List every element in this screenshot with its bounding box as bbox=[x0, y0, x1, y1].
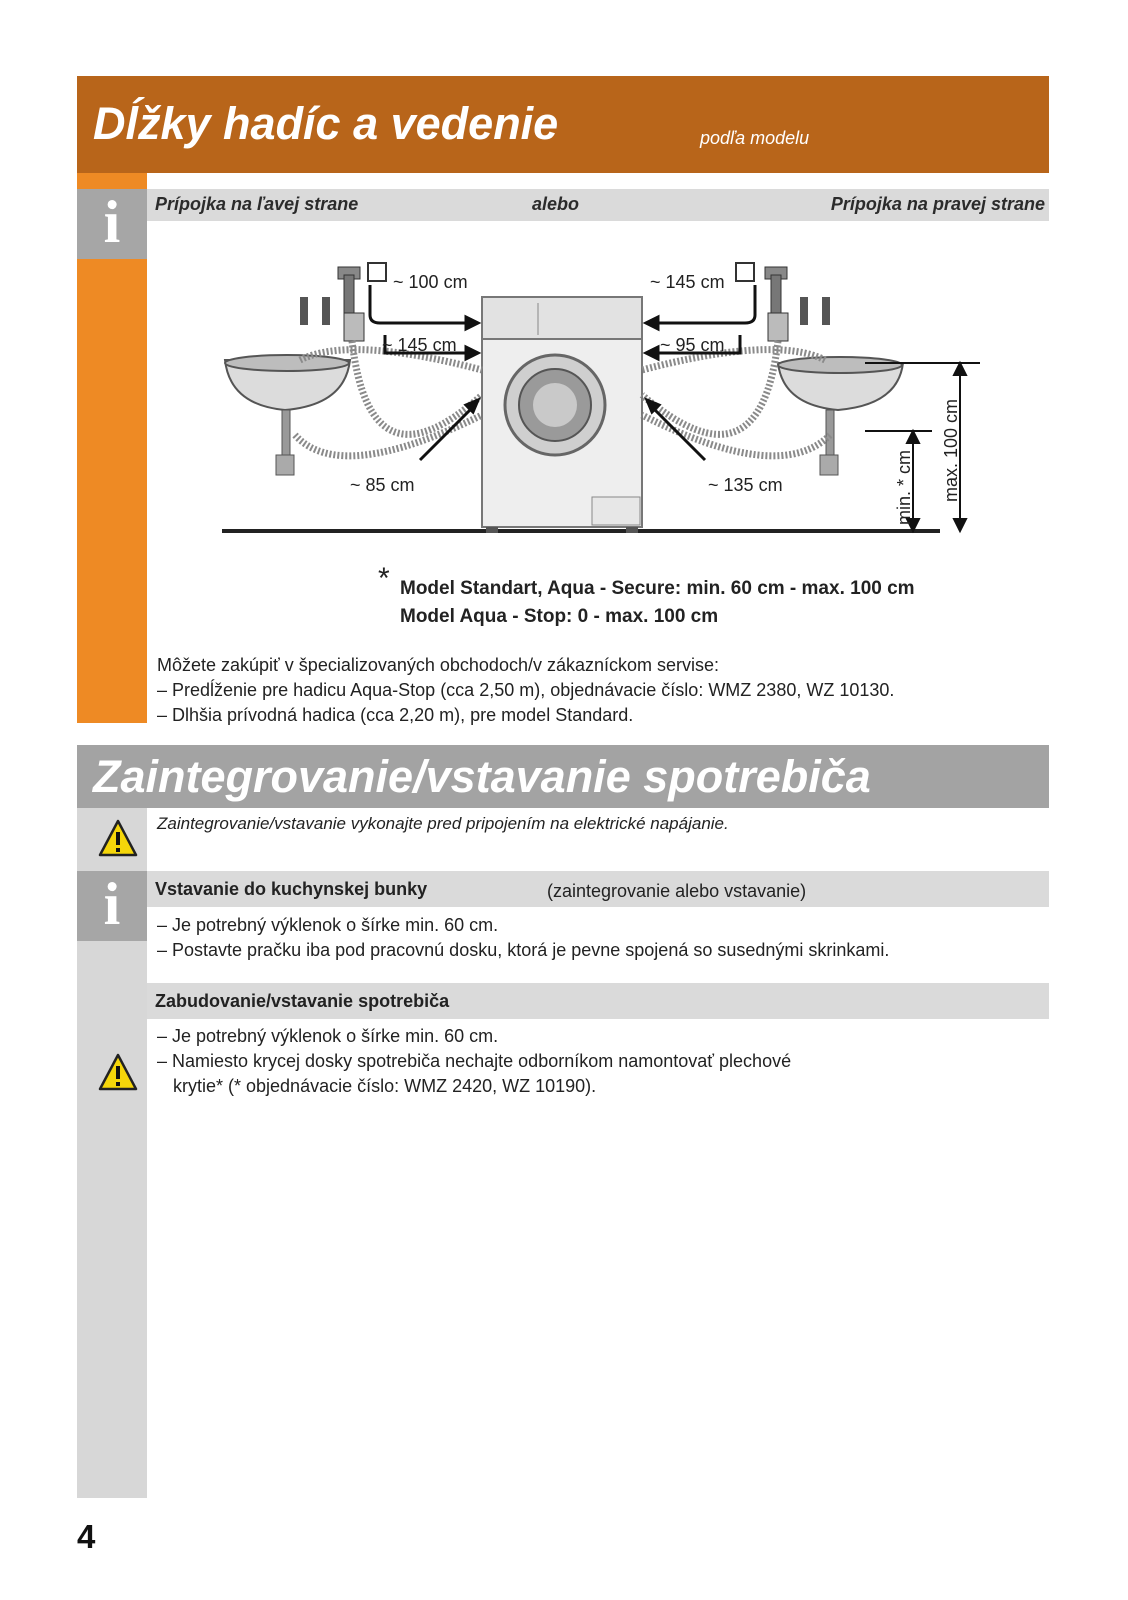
purchase-intro: Môžete zakúpiť v špecializovaných obchodoch/v zákazníckom servise: bbox=[157, 655, 720, 675]
label-min: min. * cm bbox=[894, 449, 914, 525]
warning-icon bbox=[98, 818, 138, 858]
svg-text:~ 145 cm bbox=[382, 335, 457, 355]
model-note-standard: Model Standart, Aqua - Secure: min. 60 cm - max. 100 cm bbox=[400, 578, 915, 599]
purchase-info bbox=[157, 653, 1037, 728]
svg-text:~ 145 cm bbox=[650, 272, 725, 292]
section-subtitle: podľa modelu bbox=[700, 128, 810, 148]
info-icon: i bbox=[77, 871, 147, 941]
instruction-line: – Postavte pračku iba pod pracovnú dosku, ktorá je pevne spojená so susednými skrinkami. bbox=[157, 940, 890, 960]
section-header-hose-lengths bbox=[77, 76, 1049, 173]
svg-text:~ 100 cm bbox=[393, 272, 468, 292]
warning-icon bbox=[98, 1052, 138, 1092]
section-title: Zaintegrovanie/vstavanie spotrebiča bbox=[93, 751, 871, 802]
label-max: max. 100 cm bbox=[941, 398, 961, 502]
info-icon: i bbox=[77, 189, 147, 259]
label-100cm: 100 cm bbox=[408, 272, 468, 292]
purchase-item: – Dlhšia prívodná hadica (cca 2,20 m), pre model Standard. bbox=[157, 705, 634, 725]
left-connection-label: Prípojka na ľavej strane bbox=[155, 194, 359, 214]
subsection-note: (zaintegrovanie alebo vstavanie) bbox=[547, 881, 807, 901]
connection-side-bar bbox=[147, 189, 1049, 221]
subsection-title: Vstavanie do kuchynskej bunky bbox=[155, 879, 428, 899]
right-sink-illustration bbox=[778, 357, 903, 475]
subsection-title: Zabudovanie/vstavanie spotrebiča bbox=[155, 991, 450, 1011]
kitchen-instructions bbox=[157, 913, 1037, 963]
instruction-line: – Je potrebný výklenok o šírke min. 60 cm. bbox=[157, 1026, 499, 1046]
subsection-bar-kitchen bbox=[147, 871, 1049, 907]
svg-text:~ 85 cm bbox=[350, 475, 415, 495]
tilde: ~ bbox=[393, 272, 404, 292]
tilde: ~ bbox=[350, 475, 361, 495]
section-header-integration bbox=[77, 745, 1049, 808]
tilde: ~ bbox=[708, 475, 719, 495]
tilde: ~ bbox=[650, 272, 661, 292]
left-water-tap-illustration bbox=[300, 263, 386, 341]
purchase-item: – Predĺženie pre hadicu Aqua-Stop (cca 2,50 m), objednávacie číslo: WMZ 2380, WZ 10130. bbox=[157, 680, 895, 700]
label-145cm-left: 145 cm bbox=[397, 335, 457, 355]
page-number: 4 bbox=[77, 1518, 96, 1555]
svg-text:~ 135 cm bbox=[708, 475, 783, 495]
svg-text:~ 95 cm bbox=[660, 335, 725, 355]
subsection-bar-builtin bbox=[147, 983, 1049, 1019]
label-145cm-top: 145 cm bbox=[665, 272, 725, 292]
tilde: ~ bbox=[382, 335, 393, 355]
model-note-aqua-stop: Model Aqua - Stop: 0 - max. 100 cm bbox=[400, 606, 719, 627]
left-sink-illustration bbox=[225, 355, 350, 475]
right-water-tap-illustration bbox=[736, 263, 830, 341]
instruction-line: – Je potrebný výklenok o šírke min. 60 cm. bbox=[157, 915, 499, 935]
instruction-line: krytie* (* objednávacie číslo: WMZ 2420, WZ 10190). bbox=[173, 1076, 597, 1096]
hose-length-diagram bbox=[220, 255, 1000, 550]
label-85cm: 85 cm bbox=[365, 475, 415, 495]
warning-text: Zaintegrovanie/vstavanie vykonajte pred pripojením na elektrické napájanie. bbox=[157, 814, 729, 833]
builtin-instructions bbox=[157, 1024, 1037, 1099]
instruction-line: – Namiesto krycej dosky spotrebiča nechajte odborníkom namontovať plechové bbox=[157, 1051, 792, 1071]
section-title: Dĺžky hadíc a vedenie bbox=[93, 98, 559, 149]
label-135cm: 135 cm bbox=[723, 475, 783, 495]
tilde: ~ bbox=[660, 335, 671, 355]
washing-machine-illustration bbox=[482, 297, 642, 533]
asterisk: * bbox=[378, 562, 390, 595]
label-95cm: 95 cm bbox=[675, 335, 725, 355]
right-connection-label: Prípojka na pravej strane bbox=[830, 194, 1045, 214]
or-label: alebo bbox=[532, 194, 580, 214]
